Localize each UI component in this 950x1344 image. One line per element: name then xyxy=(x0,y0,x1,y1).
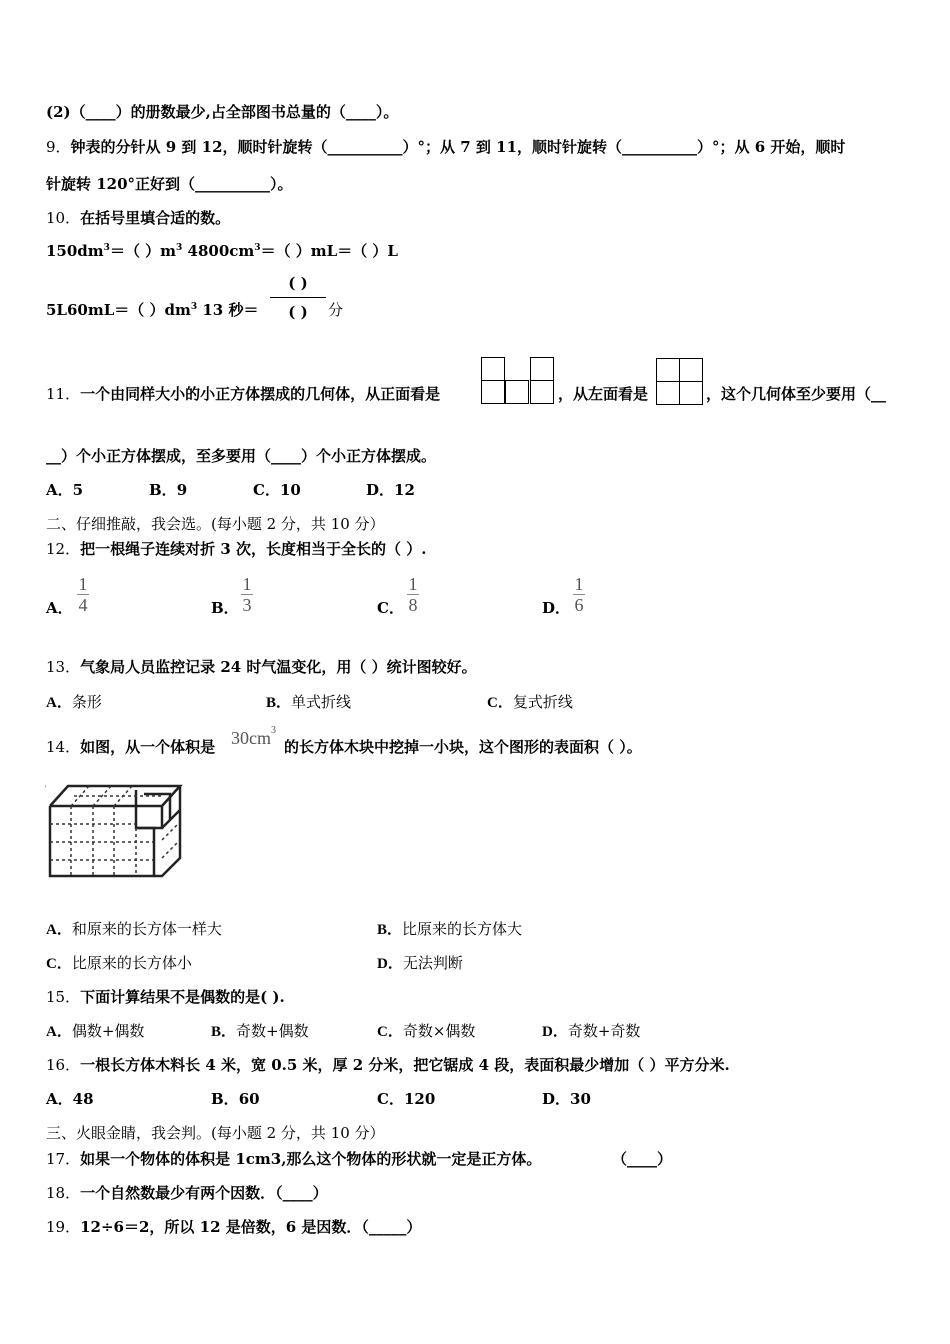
left-cell-2 xyxy=(679,358,703,382)
question-19: 19．12÷6＝2，所以 12 是倍数，6 是因数．（_____） xyxy=(46,1218,422,1236)
figure-corner-mark: ' xyxy=(45,784,47,793)
q12-option-b[interactable]: B． xyxy=(211,599,239,617)
front-cell-bottom-2 xyxy=(505,380,529,404)
left-cell-1 xyxy=(656,358,680,382)
q13-option-a[interactable]: A．条形 xyxy=(46,693,102,711)
front-cell-top-left xyxy=(481,357,505,381)
question-10: 10．在括号里填合适的数。 xyxy=(46,209,231,227)
q16-option-d[interactable]: D．30 xyxy=(542,1090,591,1108)
question-16: 16．一根长方体木料长 4 米，宽 0.5 米，厚 2 分米，把它锯成 4 段，表面积最少增加（ ）平方分米. xyxy=(46,1056,730,1074)
question-11-text-b: ，从左面看是 xyxy=(558,385,649,403)
q11-option-a[interactable]: A．5 xyxy=(46,481,84,499)
front-cell-top-right xyxy=(530,357,554,381)
question-17: 17．如果一个物体的体积是 1cm3,那么这个物体的形状就一定是正方体。 xyxy=(46,1150,542,1168)
q17-answer-blank[interactable]: （____） xyxy=(612,1150,673,1168)
question-11-line2: __）个小正方体摆成，至多要用（____）个小正方体摆成。 xyxy=(46,447,437,465)
question-11: 11．一个由同样大小的小正方体摆成的几何体，从正面看是 xyxy=(46,385,441,403)
left-cell-3 xyxy=(656,381,680,405)
volume-expression: $30cm^3$ xyxy=(231,725,276,748)
q12-fraction-d: 1 6 xyxy=(574,574,584,615)
question-15: 15．下面计算结果不是偶数的是( ). xyxy=(46,988,285,1006)
question-10-line1: $150dm^3=$（ ）$m^3$ $4800cm^3=$（ ）mL＝（ ）L xyxy=(46,242,398,260)
q14-option-b[interactable]: B．比原来的长方体大 xyxy=(377,920,523,938)
q8-part2: (2)（____）的册数最少,占全部图书总量的（____）。 xyxy=(46,103,399,121)
fraction-blank: ( ) ( ) xyxy=(270,273,326,322)
q12-option-a[interactable]: A． xyxy=(46,599,73,617)
question-11-text-c: ，这个几何体至少要用（__ xyxy=(706,385,887,403)
question-9-line2: 针旋转 120°正好到（__________）。 xyxy=(46,175,293,193)
q15-option-b[interactable]: B．奇数+偶数 xyxy=(211,1022,309,1040)
question-13: 13．气象局人员监控记录 24 时气温变化，用（ ）统计图较好。 xyxy=(46,658,477,676)
q15-option-d[interactable]: D．奇数+奇数 xyxy=(542,1022,641,1040)
q14-option-a[interactable]: A．和原来的长方体一样大 xyxy=(46,920,222,938)
q12-option-c[interactable]: C． xyxy=(377,599,404,617)
question-12: 12．把一根绳子连续对折 3 次，长度相当于全长的（ ）. xyxy=(46,540,427,558)
q16-option-c[interactable]: C．120 xyxy=(377,1090,436,1108)
q15-option-a[interactable]: A．偶数+偶数 xyxy=(46,1022,145,1040)
question-18: 18．一个自然数最少有两个因数．（____） xyxy=(46,1184,328,1202)
section-3-heading: 三、火眼金睛，我会判。(每小题 2 分，共 10 分） xyxy=(46,1124,385,1142)
q11-option-b[interactable]: B．9 xyxy=(149,481,188,499)
front-cell-bottom-1 xyxy=(481,380,505,404)
q13-option-c[interactable]: C．复式折线 xyxy=(487,693,573,711)
q12-fraction-c: 1 8 xyxy=(408,574,418,615)
question-14-text-b: 的长方体木块中挖掉一小块，这个图形的表面积（ ）。 xyxy=(284,738,642,756)
front-view-figure xyxy=(481,357,556,407)
q12-option-d[interactable]: D． xyxy=(542,599,571,617)
q13-option-b[interactable]: B．单式折线 xyxy=(266,693,352,711)
question-9: 9．钟表的分针从 9 到 12，顺时针旋转（__________）°；从 7 到 11，顺时针旋转（__________）°；从 6 开始，顺时 xyxy=(46,138,846,156)
q15-option-c[interactable]: C．奇数×偶数 xyxy=(377,1022,476,1040)
q16-option-b[interactable]: B．60 xyxy=(211,1090,260,1108)
q12-fraction-a: 1 4 xyxy=(78,574,88,615)
question-10-line2: 5L60mL＝（ ）$dm^3$ 13 秒＝ xyxy=(46,301,259,319)
fraction-bar xyxy=(270,297,326,298)
q14-option-d[interactable]: D．无法判断 xyxy=(377,954,463,972)
front-cell-bottom-3 xyxy=(530,380,554,404)
q12-fraction-b: 1 3 xyxy=(242,574,252,615)
cuboid-figure xyxy=(44,780,186,882)
q11-option-c[interactable]: C．10 xyxy=(253,481,301,499)
q11-option-d[interactable]: D．12 xyxy=(366,481,415,499)
question-14: 14．如图，从一个体积是 xyxy=(46,738,216,756)
section-2-heading: 二、仔细推敲，我会选。(每小题 2 分，共 10 分） xyxy=(46,515,385,533)
left-view-figure xyxy=(656,358,704,406)
q16-option-a[interactable]: A．48 xyxy=(46,1090,94,1108)
left-cell-4 xyxy=(679,381,703,405)
unit-minutes: 分 xyxy=(328,301,344,319)
q14-option-c[interactable]: C．比原来的长方体小 xyxy=(46,954,192,972)
